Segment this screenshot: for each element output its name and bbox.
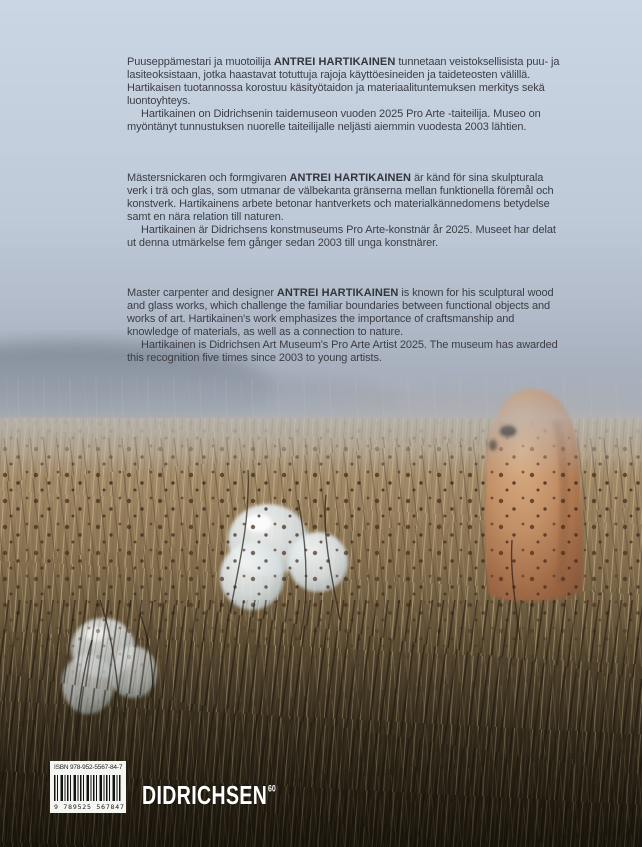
- intro-body: tunnetaan veistoksellisista puu- ja lasiteoksistaan, jotka haastavat totuttuja rajoja käyttöesineiden ja taideteosten välillä. Hartikaisen tuotannossa korostuu käsityötaidon ja materiaalituntemuksen merkitys sekä luontoyhteys.: [127, 56, 560, 107]
- paragraph-text: [127, 287, 565, 339]
- paragraph-text: Hartikainen is Didrichsen Art Museum's Pro Arte Artist 2025. The museum has awarded this recognition five times since 2003 to young artists.: [127, 338, 558, 364]
- intro-body: is known for his sculptural wood and glass works, which challenge the familiar boundaries between functional objects and works of art. Hartikainen's work emphasizes the importance of craftsmanship and knowledge of materials, as well as a connection to nature.: [127, 287, 554, 338]
- barcode-bars: [54, 775, 122, 801]
- publisher-logo: [142, 782, 276, 815]
- paragraph-text: [127, 172, 565, 224]
- barcode-digits: 9 789525 567847: [54, 803, 125, 811]
- artist-name: ANTREI HARTIKAINEN: [276, 287, 399, 299]
- intro-paragraph-finnish: [127, 56, 565, 134]
- paragraph-text: [127, 56, 565, 108]
- anniversary-60: 60: [268, 783, 276, 794]
- paragraph-text: Hartikainen on Didrichsenin taidemuseon vuoden 2025 Pro Arte -taiteilija. Museo on myöntänyt tunnustuksen nuorelle taiteilijalle neljästi aiemmin vuodesta 2003 lähtien.: [127, 107, 541, 133]
- intro-lead: Mästersnickaren och formgivaren: [127, 172, 290, 184]
- mist-band: [0, 356, 642, 478]
- intro-lead: Master carpenter and designer: [127, 287, 277, 299]
- intro-paragraph-english: [127, 287, 565, 365]
- intro-lead: Puuseppämestari ja muotoilija: [127, 56, 274, 68]
- isbn-label: ISBN 978-952-5567-84-7: [54, 764, 123, 771]
- intro-paragraph-swedish: [127, 172, 565, 250]
- artist-name: ANTREI HARTIKAINEN: [289, 172, 412, 184]
- publisher-name: DIDRICHSEN: [142, 780, 268, 811]
- paragraph-text: Hartikainen är Didrichsens konstmuseums Pro Arte-konstnär år 2025. Museet har delat ut denna utmärkelse fem gånger sedan 2003 till unga konstnärer.: [127, 223, 556, 249]
- isbn-barcode: [50, 761, 126, 813]
- artist-name: ANTREI HARTIKAINEN: [273, 56, 396, 68]
- intro-body: är känd för sina skulpturala verk i trä och glas, som utmanar de välbekanta gränserna mellan funktionella föremål och konstverk. Hartikainens arbete betonar hantverkets och materialkännedomens betydelse samt en nära relation till naturen.: [127, 172, 554, 223]
